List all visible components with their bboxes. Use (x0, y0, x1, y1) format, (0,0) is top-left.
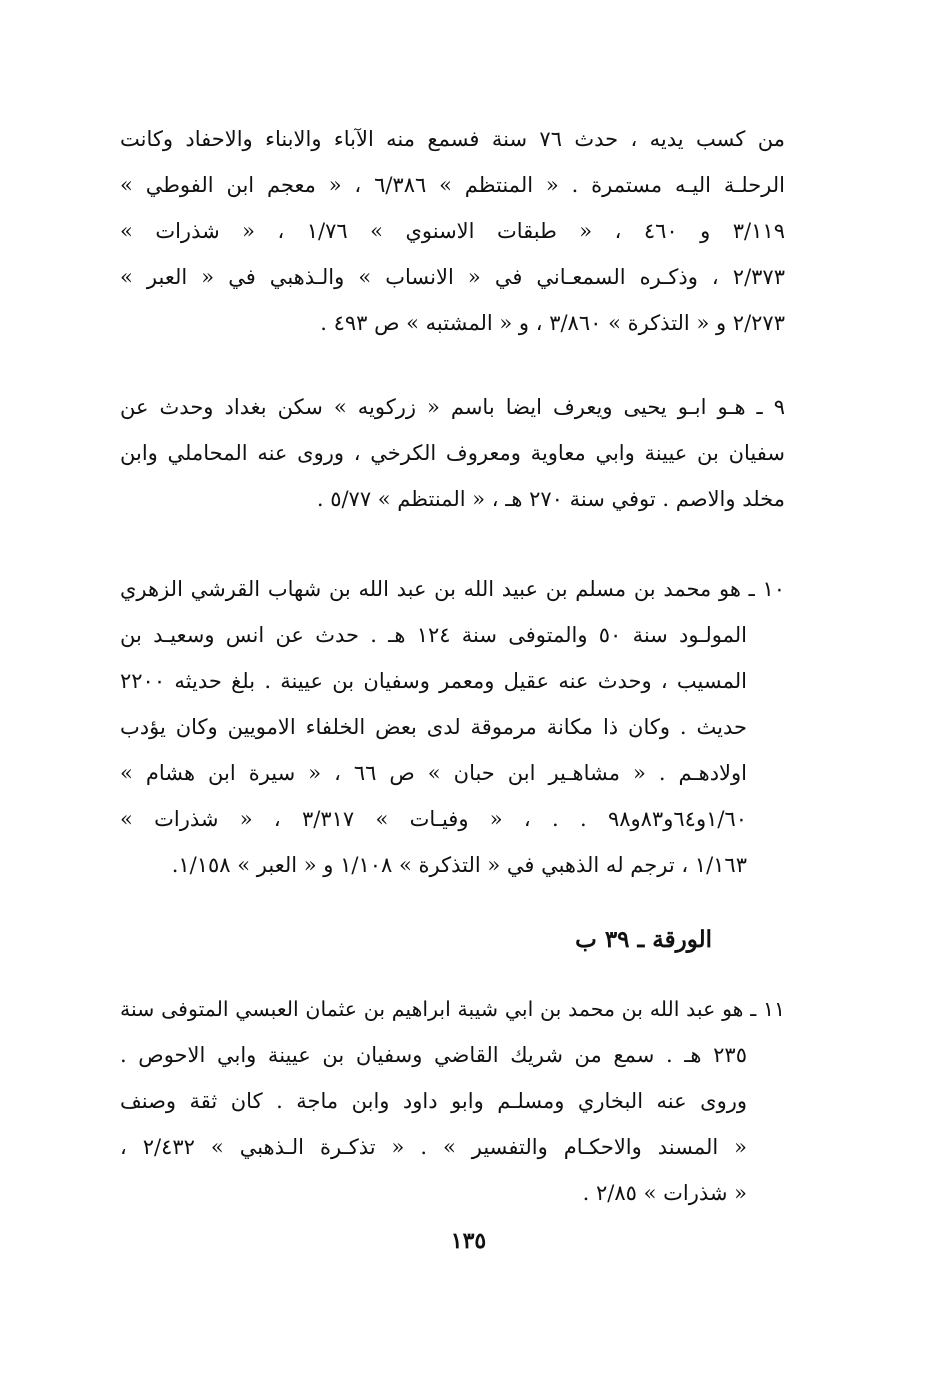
footnote-line: المسيب ، وحدث عنه عقيل ومعمر وسفيان بن عيينة . بلغ حديثه ٢٢٠٠ (120, 669, 747, 693)
footnote-line: ٩ ـ هـو ابـو يحيى ويعرف ايضا باسم « زركويه » سكن بغداد وحدث عن (120, 395, 785, 419)
footnote-11 (120, 986, 785, 1216)
footnote-line: ٢/٣٧٣ ، وذكـره السمعـاني في « الانساب » والـذهبي في « العبر » (120, 265, 785, 289)
footnote-line: ١٠ ـ هو محمد بن مسلم بن عبيد الله بن عبد الله بن شهاب القرشي الزهري (120, 577, 785, 601)
footnote-line: « شذرات » ٢/٨٥ . (582, 1181, 747, 1205)
footnote-continued (120, 116, 785, 346)
footnote-line: ١١ ـ هو عبد الله بن محمد بن ابي شيبة ابراهيم بن عثمان العبسي المتوفى سنة (120, 997, 785, 1021)
footnote-line: ٣/١١٩ و ٤٦٠ ، « طبقات الاسنوي » ١/٧٦ ، « شذرات » (120, 219, 785, 243)
footnote-line: اولادهـم . « مشاهـير ابن حبان » ص ٦٦ ، « سيرة ابن هشام » (120, 761, 747, 785)
footnote-line: « المسند والاحكـام والتفسير » . « تذكـرة الـذهبي » ٢/٤٣٢ ، (120, 1135, 748, 1159)
footnote-line: ١/٦٠و٦٤و٨٣و٩٨ . . ، « وفيـات » ٣/٣١٧ ، « شذرات » (120, 807, 748, 831)
footnote-line: حديث . وكان ذا مكانة مرموقة لدى بعض الخلفاء الامويين وكان يؤدب (120, 715, 747, 739)
footnote-line: المولـود سنة ٥٠ والمتوفى سنة ١٢٤ هـ . حدث عن انس وسعيـد بن (120, 623, 747, 647)
footnote-line: من كسب يديه ، حدث ٧٦ سنة فسمع منه الآباء والابناء والاحفاد وكانت (120, 127, 785, 151)
footnote-line: ٢٣٥ هـ . سمع من شريك القاضي وسفيان بن عيينة وابي الاحوص . (120, 1043, 747, 1067)
footnote-10 (120, 566, 785, 888)
footnote-line: الرحلـة اليـه مستمرة . « المنتظم » ٦/٣٨٦ ، « معجم ابن الفوطي » (120, 173, 785, 197)
footnote-9 (120, 384, 785, 522)
footnote-line: سفيان بن عيينة وابي معاوية ومعروف الكرخي ، وروى عنه المحاملي وابن (120, 441, 785, 465)
footnote-line: ١/١٦٣ ، ترجم له الذهبي في « التذكرة » ١/١٠٨ و « العبر » ١/١٥٨. (171, 853, 747, 877)
footnote-line: ٢/٢٧٣ و « التذكرة » ٣/٨٦٠ ، و « المشتبه » ص ٤٩٣ . (320, 311, 785, 335)
footnote-line: وروى عنه البخاري ومسلـم وابو داود وابن ماجة . كان ثقة وصنف (120, 1089, 747, 1113)
footnote-line: مخلد والاصم . توفي سنة ٢٧٠ هـ ، « المنتظم » ٥/٧٧ . (316, 487, 785, 511)
page-number: ١٣٥ (450, 1228, 487, 1254)
section-heading: الورقة ـ ٣٩ ب (575, 926, 712, 953)
